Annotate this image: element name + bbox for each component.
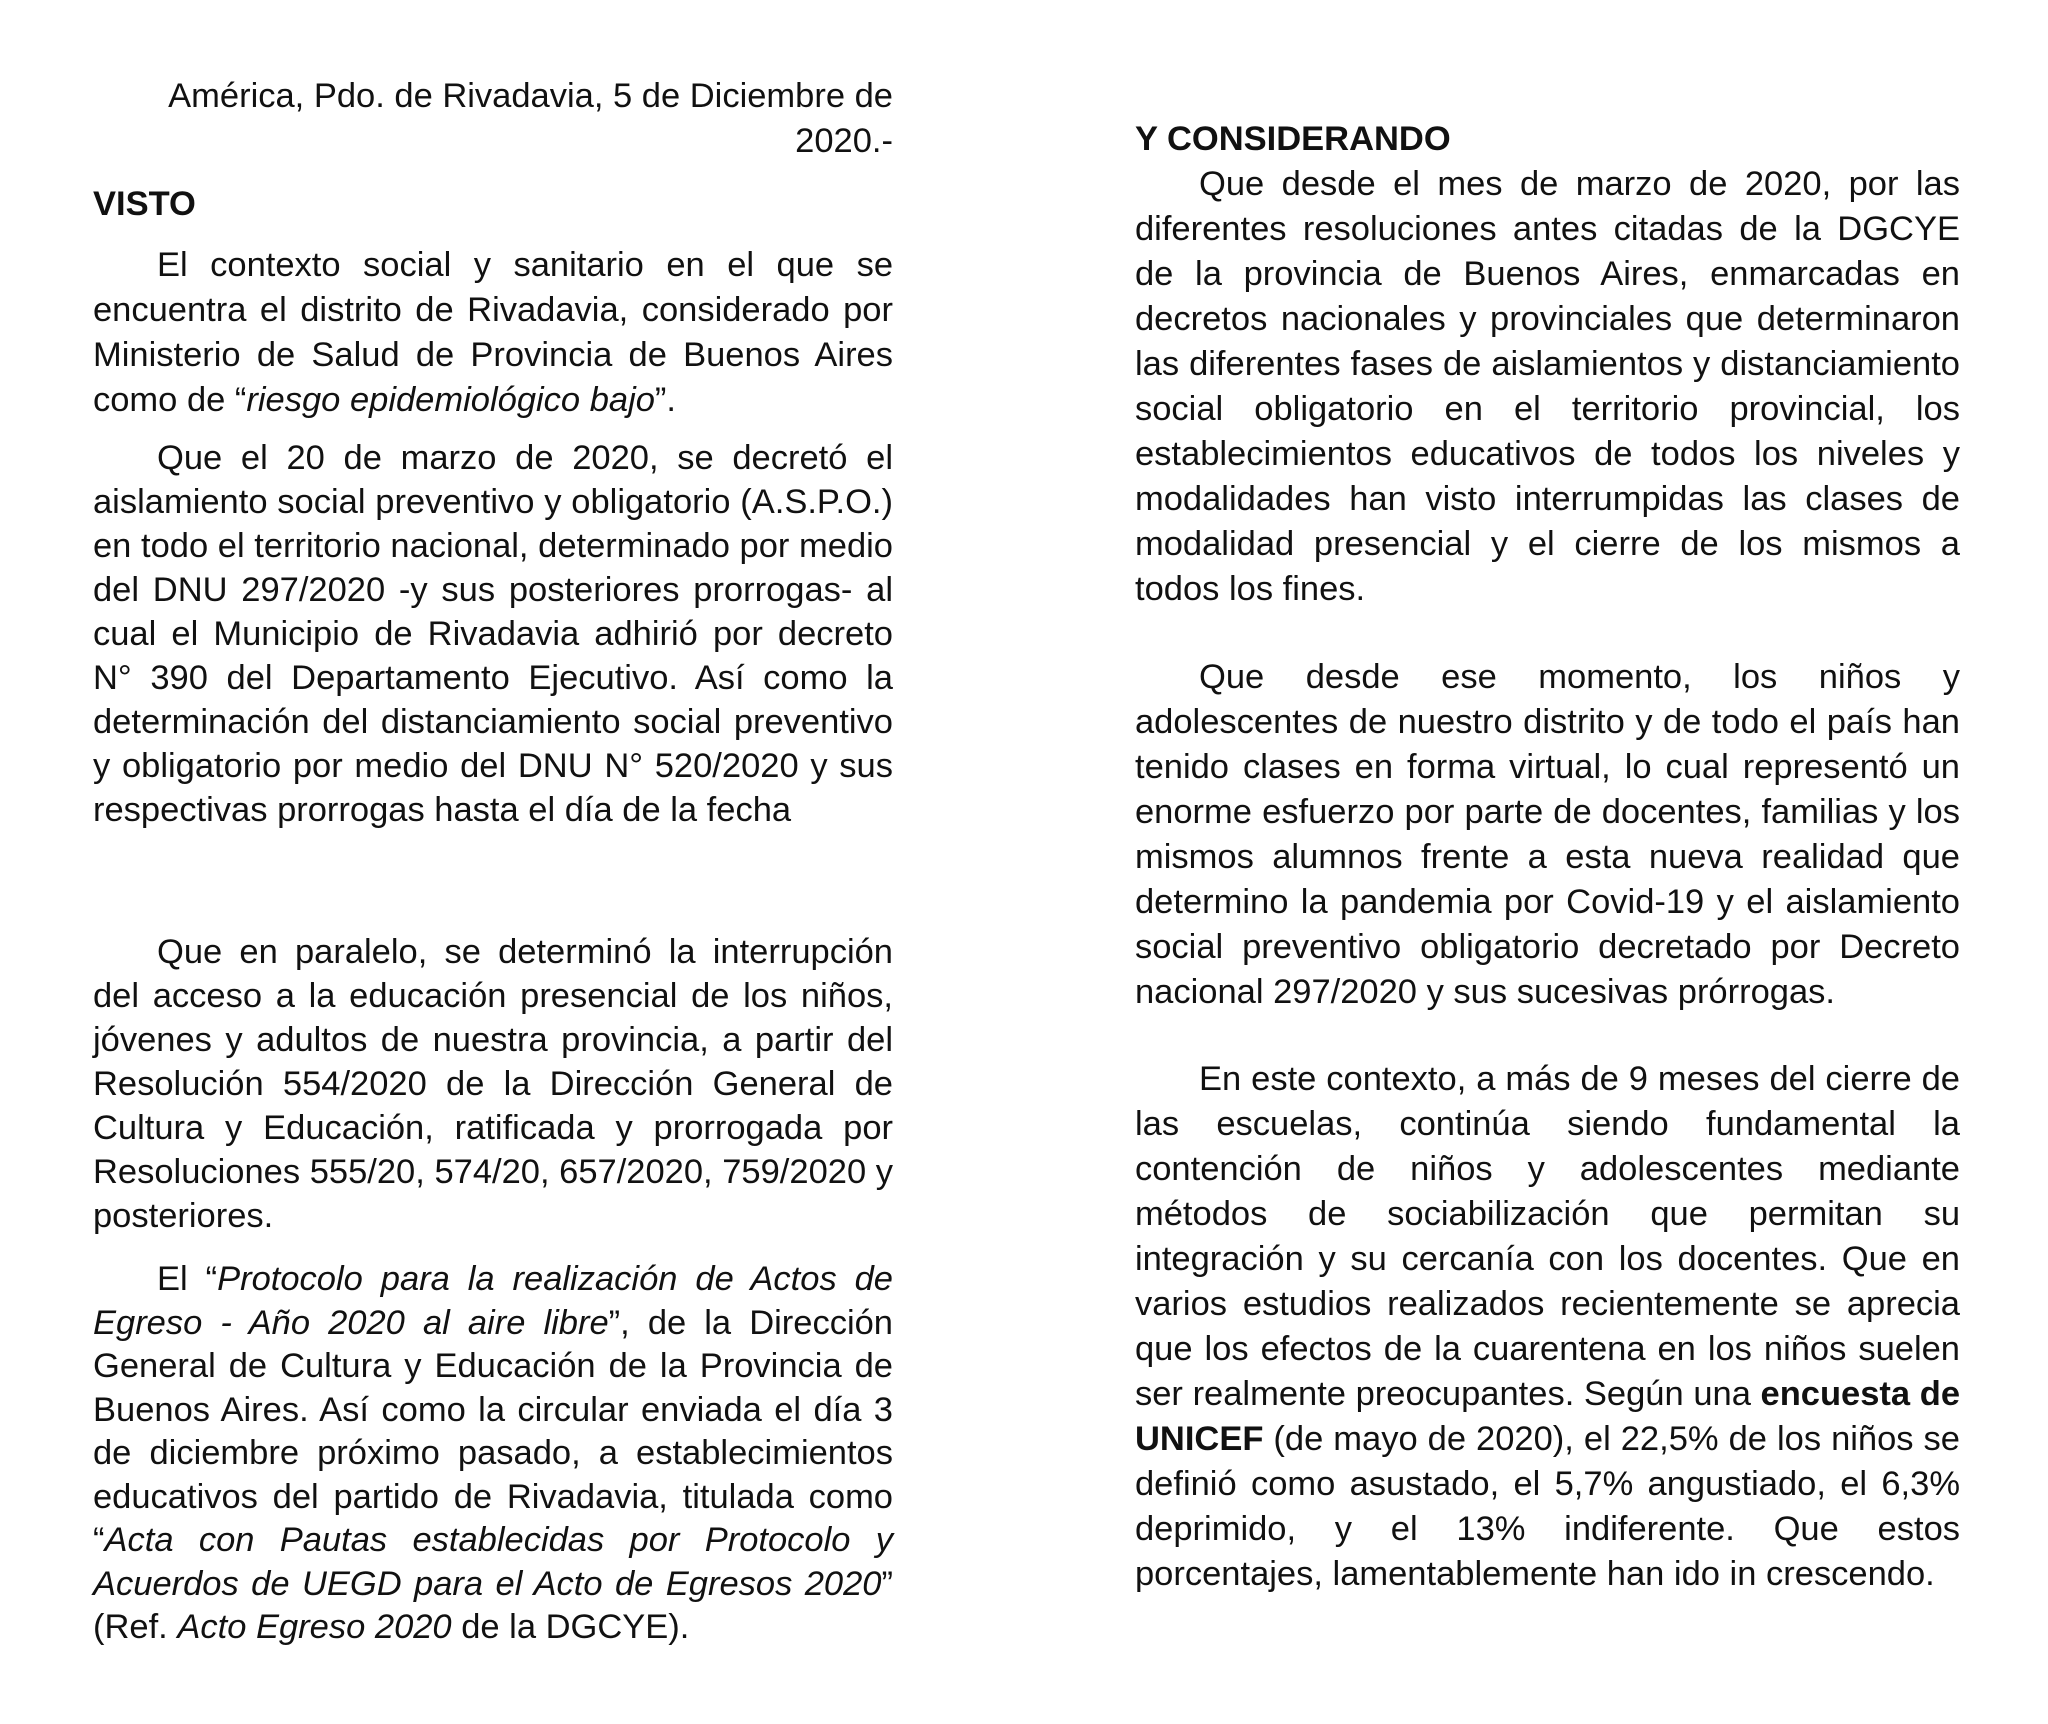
visto-paragraph-3: Que en paralelo, se determinó la interrupción del acceso a la educación presencial de los niños, jóvenes y adultos de nuestra provincia, a partir del Resolución 554/2020 de la Dirección General de Cultura y Educación, ratificada y prorrogada por Resoluciones 555/20, 574/20, 657/2020, 759/2020 y posteriores. [93,933,893,1235]
unicef-survey-emphasis: encuesta de UNICEF [1135,1375,1961,1458]
document-date: América, Pdo. de Rivadavia, 5 de Diciembre de 2020.- [168,77,893,160]
considerando-paragraph-2: Que desde ese momento, los niños y adolescentes de nuestro distrito y de todo el país han tenido clases en forma virtual, lo cual representó un enorme esfuerzo por parte de docentes, familias y los mismos alumnos frente a esta nueva realidad que determino la pandemia por Covid-19 y el aislamiento social preventivo obligatorio decretado por Decreto nacional 297/2020 y sus sucesivas prórrogas. [1135,658,1960,1011]
heading-y-considerando: Y CONSIDERANDO [1135,120,1451,158]
considerando-paragraph-3: En este contexto, a más de 9 meses del cierre de las escuelas, continúa siendo fundamental la contención de niños y adolescentes mediante métodos de sociabilización que permitan su integración y su cercanía con los docentes. Que en varios estudios realizados recientemente se aprecia que los efectos de la cuarentena en los niños suelen ser realmente preocupantes. Según una encuesta de UNICEF (de mayo de 2020), el 22,5% de los niños se definió como asustado, el 5,7% angustiado, el 6,3% deprimido, y el 13% indiferente. Que estos porcentajes, lamentablemente han ido in crescendo. [1135,1060,1961,1593]
visto-paragraph-2: Que el 20 de marzo de 2020, se decretó el aislamiento social preventivo y obligatorio (A.S.P.O.) en todo el territorio nacional, determinado por medio del DNU 297/2020 -y sus posteriores prorrogas- al cual el Municipio de Rivadavia adhirió por decreto N° 390 del Departamento Ejecutivo. Así como la determinación del distanciamiento social preventivo y obligatorio por medio del DNU N° 520/2020 y sus respectivas prorrogas hasta el día de la fecha [93,439,893,829]
visto-paragraph-4: El “Protocolo para la realización de Actos de Egreso - Año 2020 al aire libre”, de la Dirección General de Cultura y Educación de la Provincia de Buenos Aires. Así como la circular enviada el día 3 de diciembre próximo pasado, a establecimientos educativos del partido de Rivadavia, titulada como “Acta con Pautas establecidas por Protocolo y Acuerdos de UEGD para el Acto de Egresos 2020” (Ref. Acto Egreso 2020 de la DGCYE). [93,1260,893,1646]
considerando-paragraph-1: Que desde el mes de marzo de 2020, por las diferentes resoluciones antes citadas de la DGCYE de la provincia de Buenos Aires, enmarcadas en decretos nacionales y provinciales que determinaron las diferentes fases de aislamientos y distanciamiento social obligatorio en el territorio provincial, los establecimientos educativos de todos los niveles y modalidades han visto interrumpidas las clases de modalidad presencial y el cierre de los mismos a todos los fines. [1135,165,1960,608]
heading-visto: VISTO [93,185,196,223]
visto-paragraph-1: El contexto social y sanitario en el que se encuentra el distrito de Rivadavia, considerado por Ministerio de Salud de Provincia de Buenos Aires como de “riesgo epidemiológico bajo”. [93,246,893,419]
